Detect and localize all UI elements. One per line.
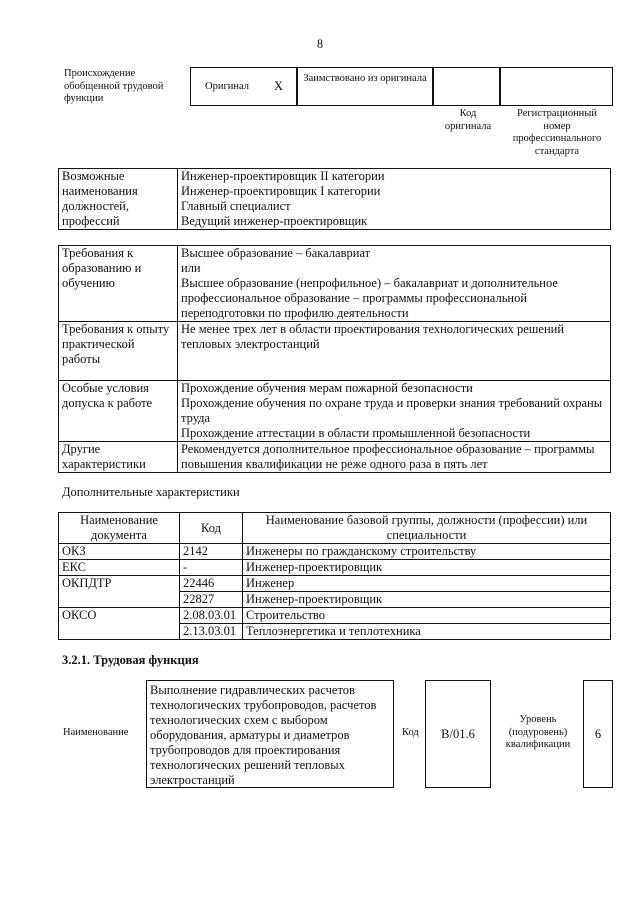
name-cell: Строительство bbox=[243, 608, 611, 624]
level-label: Уровень (подуровень) квалификации bbox=[505, 714, 571, 750]
table-row bbox=[59, 576, 611, 592]
level-value: 6 bbox=[594, 727, 602, 741]
name-cell: Инженеры по гражданскому строительству bbox=[243, 544, 611, 560]
name-cell: Инженер-проектировщик bbox=[243, 592, 611, 608]
borrowed-cell bbox=[296, 67, 434, 106]
admission-line: Прохождение обучения по охране труда и проверки знания требований охраны труда bbox=[181, 396, 603, 425]
col-doc-header: Наименование документа bbox=[59, 513, 180, 544]
doc-cell: ОКПДТР bbox=[59, 576, 180, 608]
col-name-header: Наименование базовой группы, должности (профессии) или специальности bbox=[243, 513, 611, 544]
education-label: Требования к образованию и обучению bbox=[59, 246, 178, 322]
origin-label: Происхождение обобщенной трудовой функции bbox=[64, 68, 164, 104]
additional-table bbox=[58, 512, 611, 640]
education-line: Высшее образование – бакалавриат bbox=[181, 246, 371, 260]
code-cell: 22827 bbox=[180, 592, 243, 608]
education-line: или bbox=[181, 261, 201, 275]
title-item: Главный специалист bbox=[181, 199, 291, 213]
other-label: Другие характеристики bbox=[59, 442, 178, 473]
function-name: Выполнение гидравлических расчетов технологических трубопроводов, расчетов технологических схем с выбором оборудования, арматуры и диаметров трубопроводов для проектирования технологических решений тепловых электростанций bbox=[150, 683, 377, 787]
admission-line: Прохождение обучения мерам пожарной безопасности bbox=[181, 381, 473, 395]
requirements-table bbox=[58, 245, 611, 473]
reg-number-cell bbox=[499, 67, 613, 106]
code-value: B/01.6 bbox=[441, 727, 475, 741]
name-cell: Инженер-проектировщик bbox=[243, 560, 611, 576]
original-cell bbox=[190, 67, 298, 106]
code-cell: 2.08.03.01 bbox=[180, 608, 243, 624]
doc-cell: ЕКС bbox=[59, 560, 180, 576]
doc-cell: ОКСО bbox=[59, 608, 180, 640]
code-caption: Код оригинала bbox=[444, 108, 492, 132]
additional-heading: Дополнительные характеристики bbox=[62, 485, 240, 499]
table-row bbox=[59, 560, 611, 576]
function-name-box bbox=[146, 680, 394, 788]
code-cell: 2142 bbox=[180, 544, 243, 560]
code-cell: - bbox=[180, 560, 243, 576]
name-cell: Теплоэнергетика и теплотехника bbox=[243, 624, 611, 640]
other-value bbox=[178, 442, 611, 473]
education-value bbox=[178, 246, 611, 322]
original-mark: X bbox=[274, 79, 284, 93]
admission-value bbox=[178, 381, 611, 442]
table-row bbox=[59, 544, 611, 560]
borrowed-label: Заимствовано из оригинала bbox=[303, 73, 427, 84]
title-item: Инженер-проектировщик I категории bbox=[181, 184, 381, 198]
other-line: Рекомендуется дополнительное профессиональное образование – программы повышения квалификации не реже одного раза в пять лет bbox=[181, 442, 595, 471]
code-cell: 22446 bbox=[180, 576, 243, 592]
reg-caption: Регистрационный номер профессионального стандарта bbox=[512, 108, 602, 157]
code-cell: 2.13.03.01 bbox=[180, 624, 243, 640]
experience-value bbox=[178, 322, 611, 381]
name-cell: Инженер bbox=[243, 576, 611, 592]
col-code-header: Код bbox=[180, 513, 243, 544]
titles-list bbox=[178, 169, 611, 230]
title-item: Инженер-проектировщик II категории bbox=[181, 169, 385, 183]
education-line: Высшее образование (непрофильное) – бакалавриат и дополнительное профессиональное образование – программы профессиональной переподготовки по профилю деятельности bbox=[181, 276, 558, 320]
experience-label: Требования к опыту практической работы bbox=[59, 322, 178, 381]
level-box bbox=[583, 680, 613, 788]
name-label: Наименование bbox=[63, 727, 129, 738]
original-code-cell bbox=[432, 67, 501, 106]
labor-function-heading: 3.2.1. Трудовая функция bbox=[62, 653, 199, 667]
experience-line: Не менее трех лет в области проектирования технологических решений тепловых электростанций bbox=[181, 322, 565, 351]
original-label: Оригинал bbox=[205, 81, 249, 92]
table-row bbox=[59, 608, 611, 624]
code-label: Код bbox=[402, 727, 419, 738]
code-box bbox=[425, 680, 491, 788]
admission-line: Прохождение аттестации в области промышленной безопасности bbox=[181, 426, 531, 440]
titles-table bbox=[58, 168, 611, 230]
page-number: 8 bbox=[316, 37, 324, 51]
titles-label: Возможные наименования должностей, профессий bbox=[59, 169, 178, 230]
title-item: Ведущий инженер-проектировщик bbox=[181, 214, 368, 228]
admission-label: Особые условия допуска к работе bbox=[59, 381, 178, 442]
doc-cell: ОКЗ bbox=[59, 544, 180, 560]
